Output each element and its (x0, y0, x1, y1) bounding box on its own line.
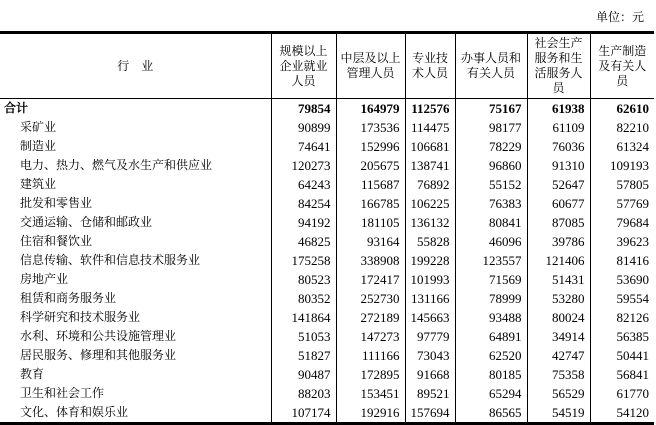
wage-value: 76036 (527, 137, 590, 156)
wage-value: 64243 (271, 175, 336, 194)
wage-value: 121406 (527, 251, 590, 270)
table-row (0, 232, 654, 251)
industry-name: 科学研究和技术服务业 (20, 310, 141, 324)
wage-value: 53280 (527, 289, 590, 308)
wage-value: 50441 (590, 346, 654, 365)
wage-value: 80024 (527, 308, 590, 327)
wage-value: 80523 (271, 270, 336, 289)
table-row (0, 403, 654, 424)
wage-value: 164979 (336, 99, 405, 119)
wage-value: 338908 (336, 251, 405, 270)
wage-value: 82126 (590, 308, 654, 327)
table-row (0, 194, 654, 213)
wage-value: 152996 (336, 137, 405, 156)
wage-value: 84254 (271, 194, 336, 213)
table-row (0, 289, 654, 308)
wage-value: 71569 (455, 270, 527, 289)
wage-value: 138741 (405, 156, 455, 175)
wage-value: 96860 (455, 156, 527, 175)
wage-value: 272189 (336, 308, 405, 327)
wage-value: 80185 (455, 365, 527, 384)
wage-value: 65294 (455, 384, 527, 403)
wage-value: 106225 (405, 194, 455, 213)
table-row (0, 365, 654, 384)
wage-value: 60677 (527, 194, 590, 213)
wage-value: 59554 (590, 289, 654, 308)
wage-value: 80352 (271, 289, 336, 308)
wage-value: 51827 (271, 346, 336, 365)
industry-name: 信息传输、软件和信息技术服务业 (20, 253, 201, 267)
wage-value: 56529 (527, 384, 590, 403)
industry-name: 住宿和餐饮业 (20, 234, 93, 248)
industry-name: 居民服务、修理和其他服务业 (20, 348, 177, 362)
wage-value: 157694 (405, 403, 455, 424)
wage-value: 61109 (527, 118, 590, 137)
wage-value: 166785 (336, 194, 405, 213)
header-above-scale-employees: 规模以上企业就业人员 (271, 33, 336, 99)
industry-name: 水利、环境和公共设施管理业 (20, 329, 177, 343)
table-body (0, 99, 654, 424)
wage-value: 109193 (590, 156, 654, 175)
header-clerks: 办事人员和有关人员 (455, 33, 527, 99)
wage-value: 98177 (455, 118, 527, 137)
industry-name: 采矿业 (20, 120, 57, 134)
wage-value: 34914 (527, 327, 590, 346)
wage-value: 61324 (590, 137, 654, 156)
wage-value: 78229 (455, 137, 527, 156)
industry-name: 房地产业 (20, 272, 69, 286)
industry-name: 制造业 (20, 139, 57, 153)
unit-label: 单位：元 (595, 10, 644, 24)
header-service-workers: 社会生产服务和生活服务人员 (527, 33, 590, 99)
wage-value: 55152 (455, 175, 527, 194)
wage-value: 46825 (271, 232, 336, 251)
wage-value: 61938 (527, 99, 590, 119)
wage-value: 39786 (527, 232, 590, 251)
header-industry: 行 业 (0, 33, 271, 99)
header-production-workers: 生产制造及有关人员 (590, 33, 654, 99)
wage-value: 172895 (336, 365, 405, 384)
wage-table (0, 31, 654, 425)
wage-value: 53690 (590, 270, 654, 289)
wage-value: 136132 (405, 213, 455, 232)
wage-value: 114475 (405, 118, 455, 137)
industry-name: 租赁和商务服务业 (20, 291, 117, 305)
industry-name: 教育 (20, 367, 45, 381)
industry-name: 建筑业 (20, 177, 57, 191)
wage-value: 93488 (455, 308, 527, 327)
wage-value: 42747 (527, 346, 590, 365)
wage-value: 91310 (527, 156, 590, 175)
wage-value: 106681 (405, 137, 455, 156)
wage-value: 97779 (405, 327, 455, 346)
wage-value: 175258 (271, 251, 336, 270)
wage-value: 173536 (336, 118, 405, 137)
industry-name: 文化、体育和娱乐业 (20, 405, 129, 419)
table-row (0, 327, 654, 346)
wage-value: 111166 (336, 346, 405, 365)
wage-value: 94192 (271, 213, 336, 232)
total-row (0, 99, 654, 119)
wage-value: 46096 (455, 232, 527, 251)
wage-value: 54120 (590, 403, 654, 424)
wage-value: 62610 (590, 99, 654, 119)
wage-value: 54519 (527, 403, 590, 424)
wage-value: 81416 (590, 251, 654, 270)
wage-value: 79684 (590, 213, 654, 232)
wage-value: 52647 (527, 175, 590, 194)
header-managers: 中层及以上管理人员 (336, 33, 405, 99)
wage-value: 74641 (271, 137, 336, 156)
industry-name: 批发和零售业 (20, 196, 93, 210)
wage-value: 141864 (271, 308, 336, 327)
wage-value: 88203 (271, 384, 336, 403)
table-row (0, 118, 654, 137)
wage-value: 78999 (455, 289, 527, 308)
wage-value: 205675 (336, 156, 405, 175)
wage-value: 86565 (455, 403, 527, 424)
wage-value: 199228 (405, 251, 455, 270)
wage-value: 101993 (405, 270, 455, 289)
wage-value: 93164 (336, 232, 405, 251)
wage-value: 61770 (590, 384, 654, 403)
wage-value: 82210 (590, 118, 654, 137)
industry-name: 交通运输、仓储和邮政业 (20, 215, 153, 229)
header-row (0, 33, 654, 99)
table-row (0, 156, 654, 175)
table-row (0, 308, 654, 327)
header-professionals: 专业技术人员 (405, 33, 455, 99)
table-row (0, 384, 654, 403)
wage-value: 57769 (590, 194, 654, 213)
wage-value: 39623 (590, 232, 654, 251)
table-row (0, 251, 654, 270)
wage-value: 62520 (455, 346, 527, 365)
wage-value: 131166 (405, 289, 455, 308)
wage-value: 181105 (336, 213, 405, 232)
wage-value: 107174 (271, 403, 336, 424)
wage-value: 75167 (455, 99, 527, 119)
table-row (0, 213, 654, 232)
wage-value: 90899 (271, 118, 336, 137)
wage-value: 147273 (336, 327, 405, 346)
wage-value: 56385 (590, 327, 654, 346)
wage-value: 120273 (271, 156, 336, 175)
wage-value: 73043 (405, 346, 455, 365)
wage-value: 252730 (336, 289, 405, 308)
wage-value: 57805 (590, 175, 654, 194)
wage-value: 56841 (590, 365, 654, 384)
wage-value: 90487 (271, 365, 336, 384)
wage-value: 76892 (405, 175, 455, 194)
wage-value: 64891 (455, 327, 527, 346)
wage-value: 91668 (405, 365, 455, 384)
wage-value: 172417 (336, 270, 405, 289)
wage-value: 55828 (405, 232, 455, 251)
wage-value: 89521 (405, 384, 455, 403)
wage-value: 51431 (527, 270, 590, 289)
wage-value: 123557 (455, 251, 527, 270)
industry-name: 合计 (4, 101, 29, 115)
industry-name: 卫生和社会工作 (20, 386, 105, 400)
wage-value: 87085 (527, 213, 590, 232)
table-row (0, 137, 654, 156)
table-row (0, 175, 654, 194)
wage-value: 115687 (336, 175, 405, 194)
wage-value: 76383 (455, 194, 527, 213)
wage-value: 192916 (336, 403, 405, 424)
wage-value: 51053 (271, 327, 336, 346)
table-row (0, 270, 654, 289)
wage-value: 153451 (336, 384, 405, 403)
wage-value: 79854 (271, 99, 336, 119)
wage-value: 145663 (405, 308, 455, 327)
wage-value: 75358 (527, 365, 590, 384)
wage-value: 112576 (405, 99, 455, 119)
industry-name: 电力、热力、燃气及水生产和供应业 (20, 158, 213, 172)
table-row (0, 346, 654, 365)
wage-value: 80841 (455, 213, 527, 232)
